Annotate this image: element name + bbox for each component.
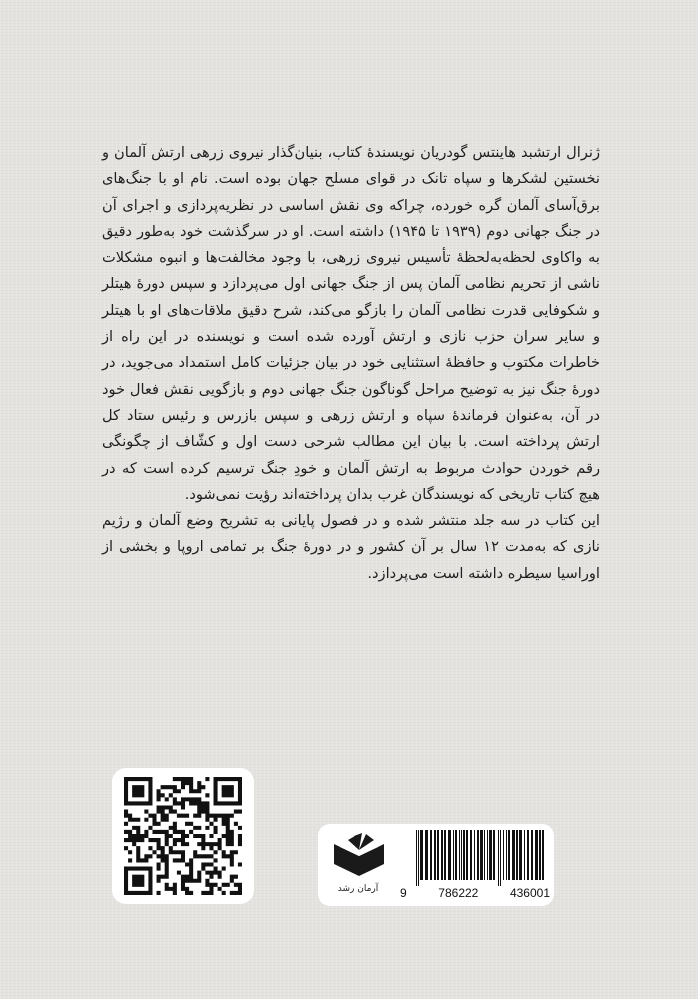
isbn-group-1: 786222	[438, 886, 479, 900]
isbn-number	[400, 886, 550, 900]
blurb-paragraph-2: این کتاب در سه جلد منتشر شده و در فصول پایانی به تشریح وضع آلمان و رژیم نازی که به‌مدت ۱۲ سال بر آن کشور و در دورهٔ جنگ بر تمامی اروپا و بخشی از اوراسیا سیطره داشته است می‌پردازد.	[102, 512, 600, 582]
publisher-logo-icon	[328, 830, 390, 884]
back-cover-blurb	[102, 140, 600, 587]
qr-code-card[interactable]	[112, 768, 254, 904]
barcode-icon	[414, 830, 548, 886]
publisher-name: آرمان رشد	[337, 884, 379, 894]
qr-code-icon[interactable]	[124, 777, 242, 895]
isbn-barcode-card	[318, 824, 554, 906]
blurb-paragraph-1: ژنرال ارتشبد هاینتس گودریان نویسندهٔ کتاب، بنیان‌گذار نیروی زرهی ارتش آلمان و نخستین لشکرها و سپاه تانک در قوای مسلح جهان بوده است. نام او با جنگ‌های برق‌آسای آلمان گره خورده، چراکه وی نقش اساسی در نظریه‌پردازی و اجرای آن در جنگ جهانی دوم (۱۹۳۹ تا ۱۹۴۵) داشته است. او در سرگذشت خود به‌طور دقیق به واکاوی لحظه‌به‌لحظهٔ تأسیس نیروی زرهی، با وجود مخالفت‌ها و انبوه مشکلات ناشی از تحریم نظامی آلمان پس از جنگ جهانی اول می‌پردازد و سپس دورهٔ هیتلر و شکوفایی قدرت نظامی آلمان را بازگو می‌کند، شرح دقیق ملاقات‌های او با هیتلر و سایر سران حزب نازی و ارتش آورده شده است و نویسنده در این راه از خاطرات مکتوب و حافظهٔ استثنایی خود در بیان جزئیات کامل استمداد می‌جوید، در دورهٔ جنگ نیز به توضیح مراحل گوناگون جنگ جهانی دوم و بازگویی نقش فعال خود در آن، به‌عنوان فرماندهٔ سپاه و ارتش زرهی و سپس بازرس و رئیس ستاد کل ارتش پرداخته است. با بیان این مطالب شرحی دست اول و کشّاف از چگونگی رقم خوردن حوادث مربوط به ارتش آلمان و خودِ جنگ ترسیم کرده است که در هیچ کتاب تاریخی که نویسندگان غرب بدان پرداخته‌اند رؤیت نمی‌شود.	[102, 144, 600, 503]
isbn-group-2: 436001	[509, 886, 550, 900]
isbn-prefix: 9	[400, 886, 407, 900]
